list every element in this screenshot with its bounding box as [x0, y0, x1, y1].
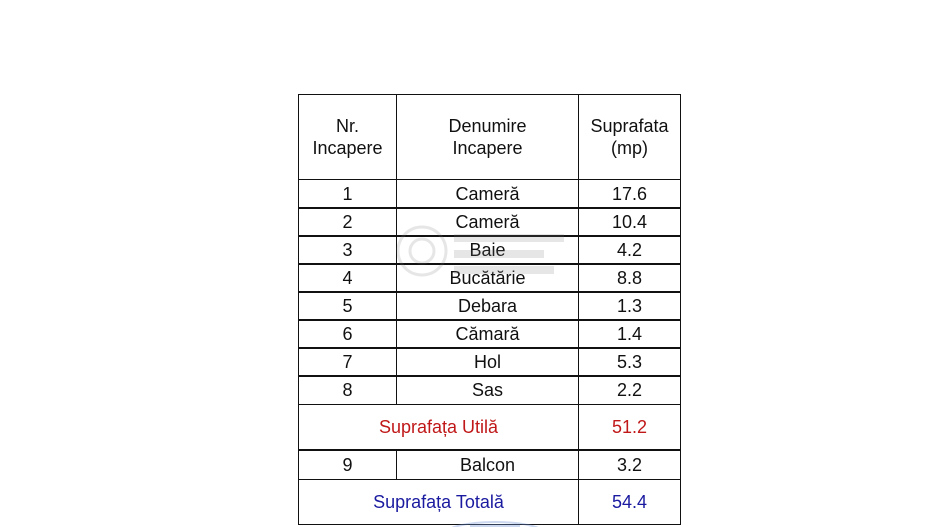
total-area-label: Suprafața Totală [298, 479, 579, 525]
room-area-table [298, 94, 681, 527]
room-4-name: Bucătărie [396, 263, 579, 293]
room-3-number: 3 [298, 235, 397, 265]
room-7-number: 7 [298, 347, 397, 377]
total-area-value: 54.4 [578, 479, 681, 525]
room-5-number: 5 [298, 291, 397, 321]
room-2-name: Cameră [396, 207, 579, 237]
room-9-area: 3.2 [578, 450, 681, 480]
room-2-number: 2 [298, 207, 397, 237]
room-5-area: 1.3 [578, 291, 681, 321]
room-4-number: 4 [298, 263, 397, 293]
header-room-number: Nr. Incapere [298, 94, 397, 180]
room-5-name: Debara [396, 291, 579, 321]
room-1-area: 17.6 [578, 179, 681, 209]
useful-area-value: 51.2 [578, 404, 681, 450]
header-area: Suprafata (mp) [578, 94, 681, 180]
room-3-area: 4.2 [578, 235, 681, 265]
room-4-area: 8.8 [578, 263, 681, 293]
room-1-name: Cameră [396, 179, 579, 209]
room-7-name: Hol [396, 347, 579, 377]
room-7-area: 5.3 [578, 347, 681, 377]
room-3-name: Baie [396, 235, 579, 265]
room-6-name: Cămară [396, 319, 579, 349]
useful-area-label: Suprafața Utilă [298, 404, 579, 450]
room-9-name: Balcon [396, 450, 579, 480]
room-8-area: 2.2 [578, 375, 681, 405]
room-8-number: 8 [298, 375, 397, 405]
room-6-area: 1.4 [578, 319, 681, 349]
room-1-number: 1 [298, 179, 397, 209]
room-8-name: Sas [396, 375, 579, 405]
room-6-number: 6 [298, 319, 397, 349]
room-2-area: 10.4 [578, 207, 681, 237]
header-room-name: Denumire Incapere [396, 94, 579, 180]
room-9-number: 9 [298, 450, 397, 480]
